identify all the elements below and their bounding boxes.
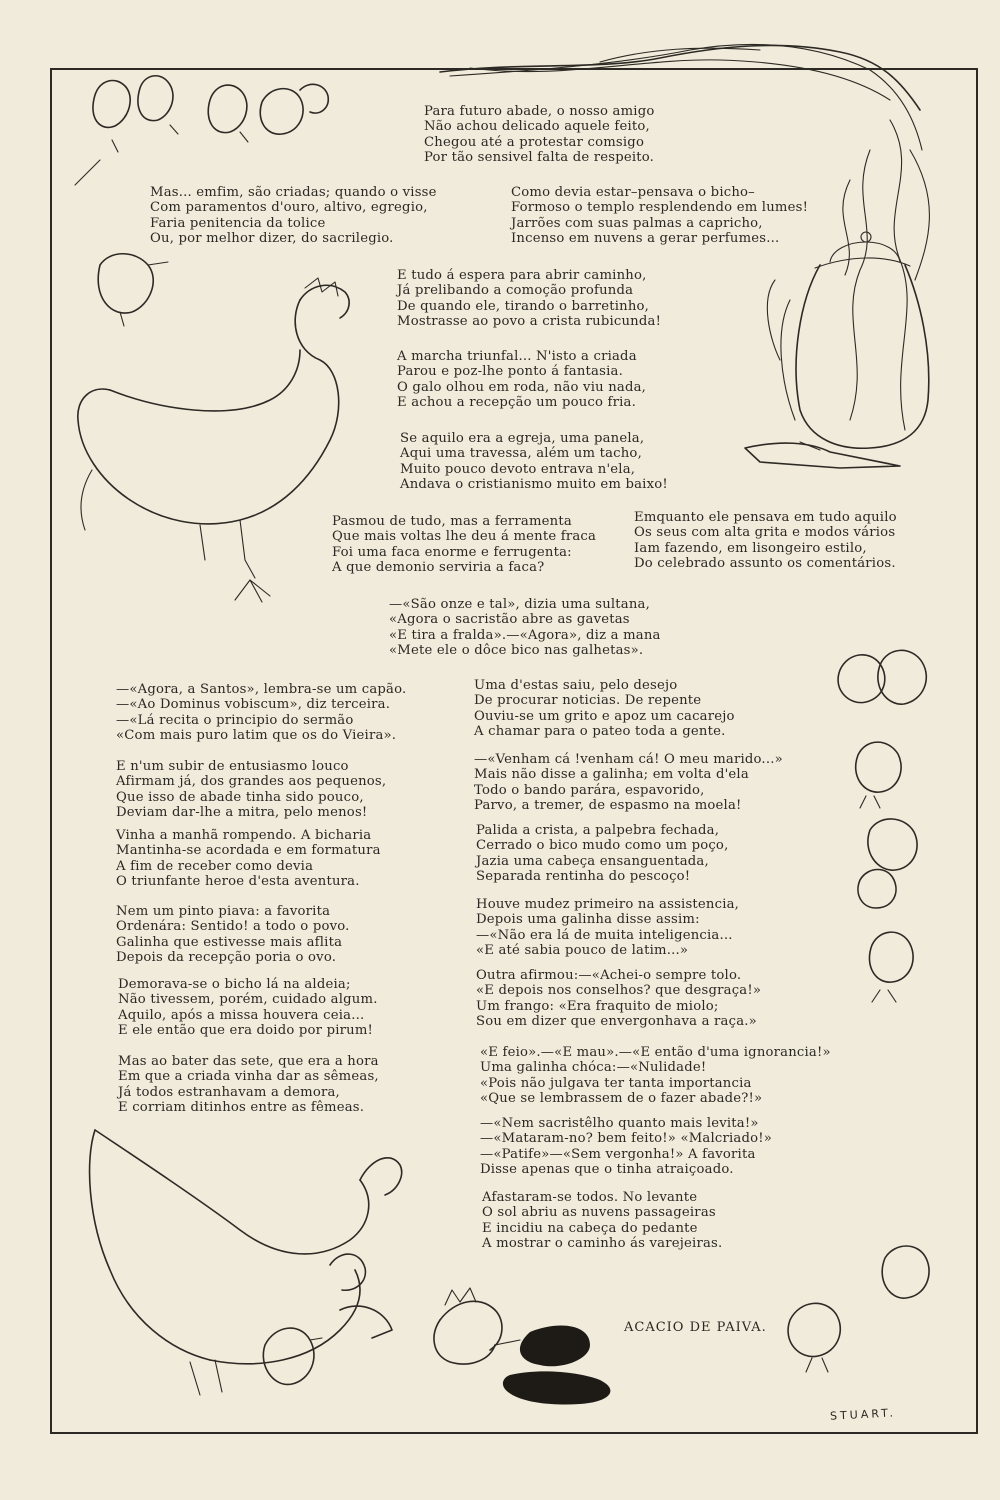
verse-line: E n'um subir de entusiasmo louco xyxy=(116,759,349,774)
verse-line: Formoso o templo resplendendo em lumes! xyxy=(511,200,809,216)
verse-line: Pasmou de tudo, mas a ferramenta xyxy=(332,514,572,529)
stanza-17 xyxy=(474,752,783,814)
verse-line: Do celebrado assunto os comentários. xyxy=(634,556,896,572)
stanza-19 xyxy=(476,897,739,959)
verse-line: —«Lá recita o principio do sermão xyxy=(116,712,354,728)
verse-line: O triunfante heroe d'esta aventura. xyxy=(116,874,360,890)
stanza-11 xyxy=(116,759,386,821)
verse-line: Se aquilo era a egreja, uma panela, xyxy=(400,431,645,446)
verse-line: Emquanto ele pensava em tudo aquilo xyxy=(634,510,897,525)
verse-line: «Com mais puro latim que os do Vieira». xyxy=(116,728,397,744)
verse-line: Todo o bando parára, espavorido, xyxy=(474,782,705,798)
verse-line: Ouviu-se um grito e apoz um cacarejo xyxy=(474,708,735,724)
stanza-3 xyxy=(511,185,808,247)
verse-line: Que isso de abade tinha sido pouco, xyxy=(116,789,364,805)
verse-line: Separada rentinha do pescoço! xyxy=(476,869,691,885)
stanza-15 xyxy=(118,1054,379,1116)
verse-line: «E até sabia pouco de latim...» xyxy=(476,943,689,959)
artist-signature: STUART. xyxy=(829,1406,897,1423)
stanza-22 xyxy=(480,1116,772,1178)
verse-line: O sol abriu as nuvens passageiras xyxy=(482,1205,716,1221)
verse-line: Mantinha-se acordada e em formatura xyxy=(116,843,381,859)
stanza-16 xyxy=(474,678,735,740)
verse-line: De quando ele, tirando o barretinho, xyxy=(397,298,650,314)
stanza-5 xyxy=(397,349,646,411)
stanza-14 xyxy=(118,977,378,1039)
verse-line: Jazia uma cabeça ensanguentada, xyxy=(476,853,709,869)
verse-line: Em que a criada vinha dar as sêmeas, xyxy=(118,1069,379,1085)
verse-line: A chamar para o pateo toda a gente. xyxy=(474,724,726,740)
verse-line: —«Ao Dominus vobiscum», diz terceira. xyxy=(116,697,391,713)
stanza-18 xyxy=(476,823,728,885)
verse-line: E achou a recepção um pouco fria. xyxy=(397,395,636,411)
stanza-4 xyxy=(397,268,661,330)
rooster-illustration xyxy=(78,278,349,602)
verse-line: Que mais voltas lhe deu á mente fraca xyxy=(332,529,597,545)
verse-line: Palida a crista, a palpebra fechada, xyxy=(476,823,720,838)
stanza-23 xyxy=(482,1190,722,1252)
verse-line: Como devia estar–pensava o bicho– xyxy=(511,185,755,200)
verse-line: Sou em dizer que envergonhava a raça.» xyxy=(476,1014,757,1030)
verse-line: Ordenára: Sentido! a todo o povo. xyxy=(116,919,350,935)
stanza-21 xyxy=(480,1045,831,1107)
verse-line: Deviam dar-lhe a mitra, pelo menos! xyxy=(116,805,368,821)
chicks-right xyxy=(838,650,926,1002)
verse-line: «Pois não julgava ter tanta importancia xyxy=(480,1075,752,1091)
verse-line: Já prelibando a comoção profunda xyxy=(397,283,634,299)
verse-line: Uma galinha chóca:—«Nulidade! xyxy=(480,1060,707,1076)
verse-line: Disse apenas que o tinha atraiçoado. xyxy=(480,1162,734,1178)
verse-line: Mais não disse a galinha; em volta d'ela xyxy=(474,767,749,783)
verse-line: Incenso em nuvens a gerar perfumes... xyxy=(511,231,780,247)
stanza-10 xyxy=(116,682,406,744)
verse-line: De procurar noticias. De repente xyxy=(474,693,702,709)
stanza-6 xyxy=(400,431,668,493)
verse-line: Houve mudez primeiro na assistencia, xyxy=(476,897,740,912)
verse-line: Muito pouco devoto entrava n'ela, xyxy=(400,461,636,477)
verse-line: Andava o cristianismo muito em baixo! xyxy=(400,477,668,493)
stanza-12 xyxy=(116,828,381,890)
chick-left xyxy=(98,254,168,326)
verse-line: Já todos estranhavam a demora, xyxy=(118,1084,340,1100)
verse-line: Nem um pinto piava: a favorita xyxy=(116,904,331,919)
verse-line: O galo olhou em roda, não viu nada, xyxy=(397,379,647,395)
verse-line: A que demonio serviria a faca? xyxy=(332,560,545,576)
verse-line: Mostrasse ao povo a crista rubicunda! xyxy=(397,314,662,330)
verse-line: Outra afirmou:—«Achei-o sempre tolo. xyxy=(476,968,742,983)
verse-line: «Mete ele o dôce bico nas galhetas». xyxy=(389,643,644,659)
verse-line: —«Nem sacristêlho quanto mais levita!» xyxy=(480,1116,759,1131)
verse-line: Afastaram-se todos. No levante xyxy=(482,1190,698,1205)
verse-line: —«Patife»—«Sem vergonha!» A favorita xyxy=(480,1146,756,1162)
verse-line: Aquilo, após a missa houvera ceia... xyxy=(118,1007,365,1023)
stanza-1 xyxy=(424,104,655,166)
verse-line: Com paramentos d'ouro, altivo, egregio, xyxy=(150,200,428,216)
verse-line: Por tão sensivel falta de respeito. xyxy=(424,150,655,166)
verse-line: Ou, por melhor dizer, do sacrilegio. xyxy=(150,231,394,247)
stanza-9 xyxy=(389,597,661,659)
verse-line: Mas... emfim, são criadas; quando o visse xyxy=(150,185,437,200)
chicks-top-left xyxy=(75,76,328,185)
verse-line: Jarrões com suas palmas a capricho, xyxy=(511,215,763,231)
verse-line: Parou e poz-lhe ponto á fantasia. xyxy=(397,364,623,380)
verse-line: E tudo á espera para abrir caminho, xyxy=(397,268,647,283)
stanza-8 xyxy=(634,510,897,572)
verse-line: Para futuro abade, o nosso amigo xyxy=(424,104,655,119)
stanza-7 xyxy=(332,514,596,576)
hens-bottom-left xyxy=(90,1130,402,1395)
verse-line: A marcha triunfal... N'isto a criada xyxy=(397,349,637,364)
verse-line: Parvo, a tremer, de espasmo na moela! xyxy=(474,798,742,814)
verse-line: Demorava-se o bicho lá na aldeia; xyxy=(118,977,351,992)
verse-line: —«Agora, a Santos», lembra-se um capão. xyxy=(116,682,407,697)
chicks-bottom-right xyxy=(788,1246,929,1372)
verse-line: «E feio».—«E mau».—«E então d'uma ignorancia!» xyxy=(480,1045,831,1060)
verse-line: Aqui uma travessa, além um tacho, xyxy=(400,446,642,462)
author-signature: ACACIO DE PAIVA. xyxy=(624,1320,767,1335)
verse-line: Não achou delicado aquele feito, xyxy=(424,119,650,135)
verse-line: —«Não era lá de muita inteligencia... xyxy=(476,927,733,943)
stanza-13 xyxy=(116,904,350,966)
verse-line: E ele então que era doido por pirum! xyxy=(118,1023,374,1039)
verse-line: «E depois nos conselhos? que desgraça!» xyxy=(476,983,762,999)
verse-line: —«São onze e tal», dizia uma sultana, xyxy=(389,597,651,612)
verse-line: Mas ao bater das sete, que era a hora xyxy=(118,1054,379,1069)
pot-illustration xyxy=(745,120,929,468)
verse-line: E corriam ditinhos entre as fêmeas. xyxy=(118,1100,365,1116)
verse-line: Galinha que estivesse mais aflita xyxy=(116,934,343,950)
verse-line: «Agora o sacristão abre as gavetas xyxy=(389,612,630,628)
verse-line: Uma d'estas saiu, pelo desejo xyxy=(474,678,678,693)
verse-line: Chegou até a protestar comsigo xyxy=(424,134,645,150)
verse-line: E incidiu na cabeça do pedante xyxy=(482,1220,698,1236)
stanza-20 xyxy=(476,968,761,1030)
verse-line: Iam fazendo, em lisongeiro estilo, xyxy=(634,540,867,556)
verse-line: Depois da recepção poria o ovo. xyxy=(116,950,337,966)
verse-line: A mostrar o caminho ás varejeiras. xyxy=(482,1236,723,1252)
verse-line: Um frango: «Era fraquito de miolo; xyxy=(476,998,719,1014)
verse-line: Cerrado o bico mudo como um poço, xyxy=(476,838,729,854)
verse-line: A fim de receber como devia xyxy=(116,858,314,874)
verse-line: «Que se lembrassem de o fazer abade?!» xyxy=(480,1091,763,1107)
stanza-2 xyxy=(150,185,437,247)
verse-line: —«Mataram-no? bem feito!» «Malcriado!» xyxy=(480,1131,773,1147)
verse-line: «E tira a fralda».—«Agora», diz a mana xyxy=(389,627,661,643)
verse-line: Afirmam já, dos grandes aos pequenos, xyxy=(116,774,387,790)
verse-line: Não tivessem, porém, cuidado algum. xyxy=(118,992,378,1008)
rooster-head-bottom xyxy=(434,1288,610,1405)
verse-line: Depois uma galinha disse assim: xyxy=(476,912,700,928)
verse-line: Foi uma faca enorme e ferrugenta: xyxy=(332,544,572,560)
verse-line: Os seus com alta grita e modos vários xyxy=(634,525,896,541)
verse-line: —«Venham cá !venham cá! O meu marido...» xyxy=(474,752,783,767)
verse-line: Faria penitencia da tolice xyxy=(150,215,326,231)
verse-line: Vinha a manhã rompendo. A bicharia xyxy=(116,828,372,843)
